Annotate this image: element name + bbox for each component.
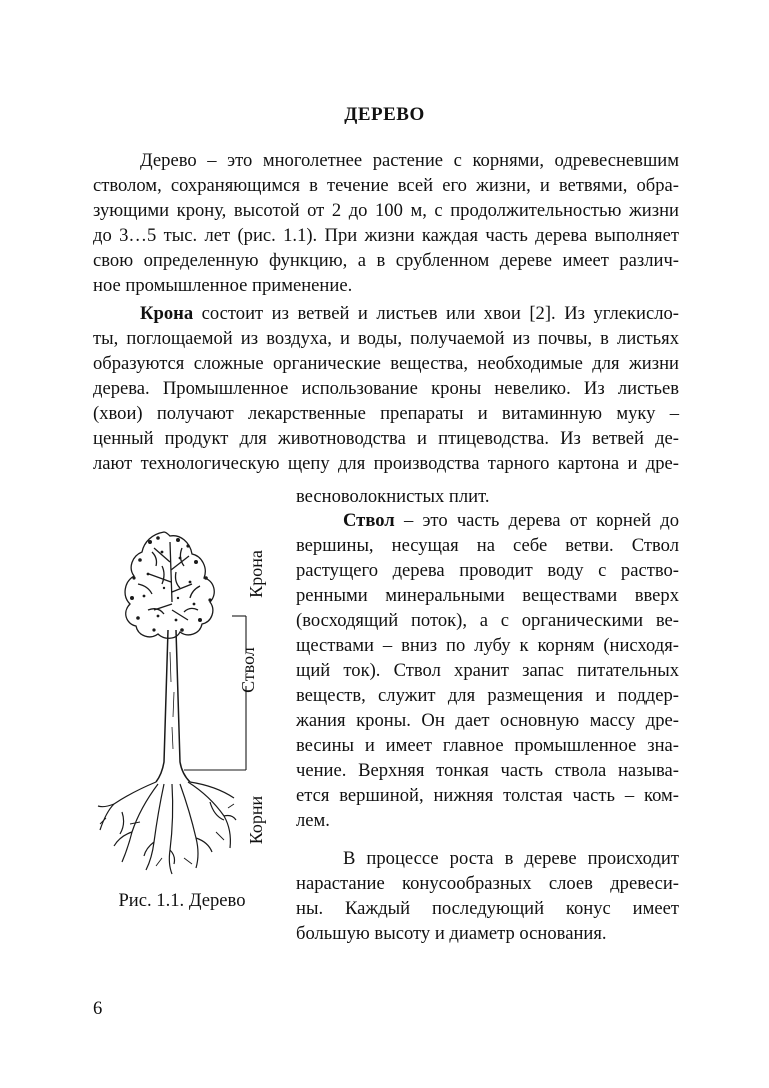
- text-line: (восходящий поток), а с органическими ве-: [296, 610, 679, 631]
- text-line: лем.: [296, 810, 330, 831]
- text-line: В процессе роста в дереве происходит: [343, 848, 679, 869]
- tree-trunk-illustration: [156, 630, 190, 782]
- text-line: ценный продукт для животноводства и птицеводства. Из ветвей де-: [93, 428, 679, 449]
- text-line: ты, поглощаемой из воздуха, и воды, получаемой из почвы, в листьях: [93, 328, 679, 349]
- paragraph-crown: [93, 301, 679, 476]
- term-crown: Крона: [140, 303, 194, 324]
- text-line: ренными минеральными веществами вверх: [296, 585, 679, 606]
- text-line: щий ток). Ствол хранит запас питательных: [296, 660, 679, 681]
- text-line: дерева. Промышленное использование кроны невелико. Из листьев: [93, 378, 679, 399]
- text-fragment: состоит из ветвей и листьев или хвои [2]. Из углекисло-: [193, 303, 679, 324]
- text-line: лают технологическую щепу для производства тарного картона и дре-: [93, 453, 679, 474]
- text-line: [296, 508, 679, 533]
- tree-roots-illustration: [98, 782, 236, 874]
- text-line: ное промышленное применение.: [93, 275, 353, 296]
- term-trunk: Ствол: [343, 510, 395, 531]
- tree-crown-illustration: [125, 532, 214, 638]
- paragraph-crown-tail: [296, 484, 679, 509]
- paragraph-tree-definition: [93, 148, 679, 298]
- text-line: (хвои) получают лекарственные препараты и витаминную муку –: [93, 403, 679, 424]
- page-number: 6: [93, 998, 103, 1019]
- text-line: Дерево – это многолетнее растение с корнями, одревесневшим: [140, 150, 679, 171]
- text-line: ны. Каждый последующий конус имеет: [296, 898, 679, 919]
- roots-label: Корни: [246, 795, 266, 845]
- text-line: весины и имеет главное промышленное зна-: [296, 735, 679, 756]
- text-fragment: – это часть дерева от корней до: [394, 510, 679, 531]
- text-line: чение. Верхняя тонкая часть ствола называ-: [296, 760, 679, 781]
- text-line: нарастание конусообразных слоев древеси-: [296, 873, 679, 894]
- tree-figure: [92, 512, 282, 882]
- text-line: ется вершиной, нижняя толстая часть – ком-: [296, 785, 679, 806]
- paragraph-trunk: [296, 508, 679, 833]
- text-line: вершины, несущая на себе ветви. Ствол: [296, 535, 679, 556]
- text-line: зующими крону, высотой от 2 до 100 м, с продолжительностью жизни: [93, 200, 679, 221]
- text-line: растущего дерева проводит воду с раство-: [296, 560, 679, 581]
- trunk-label: Ствол: [238, 647, 258, 693]
- text-line: [93, 301, 679, 326]
- text-line: стволом, сохраняющимся в течение всей его жизни, и ветвями, обра-: [93, 175, 679, 196]
- text-line: ществами – вниз по лубу к корням (нисходя-: [296, 635, 679, 656]
- text-line: веществ, служит для размещения и поддер-: [296, 685, 679, 706]
- tree-illustration: [92, 512, 282, 882]
- text-line: до 3…5 тыс. лет (рис. 1.1). При жизни каждая часть дерева выполняет: [93, 225, 679, 246]
- text-line: большую высоту и диаметр основания.: [296, 923, 607, 944]
- crown-label: Крона: [246, 550, 266, 598]
- page-title: ДЕРЕВО: [344, 104, 425, 125]
- figure-caption: Рис. 1.1. Дерево: [118, 890, 246, 911]
- text-line: свою определенную функцию, а в срубленном дереве имеет различ-: [93, 250, 679, 271]
- text-line: образуются сложные органические вещества, необходимые для жизни: [93, 353, 679, 374]
- text-line: весноволокнистых плит.: [296, 486, 490, 507]
- paragraph-growth: [296, 846, 679, 946]
- label-guides: [184, 616, 246, 770]
- text-line: жания кроны. Он дает основную массу дре-: [296, 710, 679, 731]
